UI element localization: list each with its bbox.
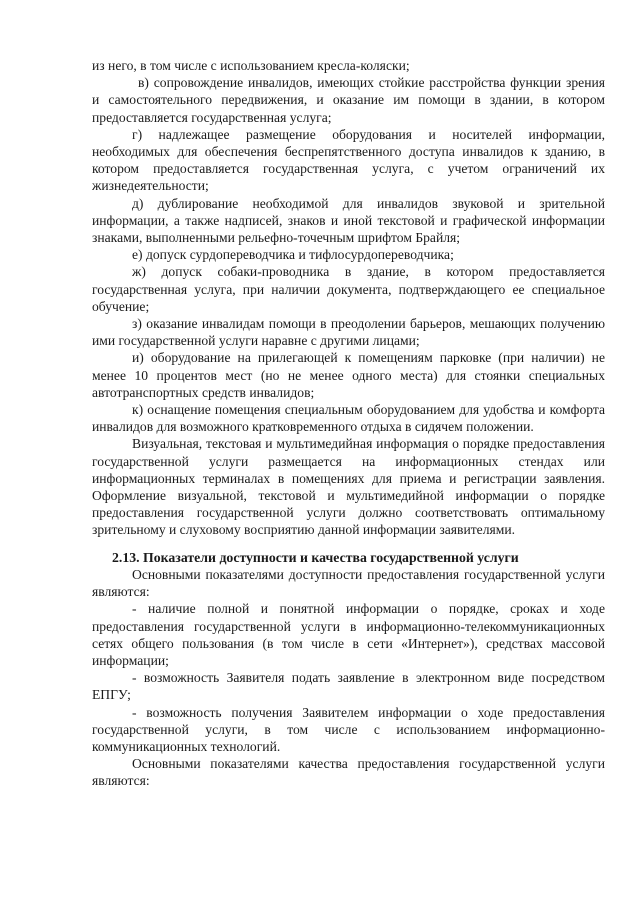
document-body bbox=[92, 57, 605, 790]
paragraph-availability-item-1: - наличие полной и понятной информации о порядке, сроках и ходе предоставления государственной услуги в информационно-телекоммуникационных сетях общего пользования (в том числе в сети «Интернет»), средствах массовой информации; bbox=[92, 601, 605, 668]
paragraph-item-g: г) надлежащее размещение оборудования и носителей информации, необходимых для обеспечения беспрепятственного доступа инвалидов к зданию, в котором предоставляется государственная услуга, с учетом ограничений их жизнедеятельности; bbox=[92, 126, 605, 194]
paragraph-quality-intro: Основными показателями качества предоставления государственной услуги являются: bbox=[92, 756, 605, 789]
section-heading: 2.13. Показатели доступности и качества государственной услуги bbox=[112, 549, 519, 565]
paragraph-availability-intro: Основными показателями доступности предоставления государственной услуги являются: bbox=[92, 566, 605, 600]
paragraph-item-i: и) оборудование на прилегающей к помещениям парковке (при наличии) не менее 10 процентов мест (но не менее одного места) для стоянки специальных автотранспортных средств инвалидов; bbox=[92, 350, 605, 400]
paragraph-availability-item-3: - возможность получения Заявителем информации о ходе предоставления государственной услуги, в том числе с использованием информационно-коммуникационных технологий. bbox=[92, 704, 605, 754]
paragraph-item-zh: ж) допуск собаки-проводника в здание, в котором предоставляется государственная услуга, при наличии документа, подтверждающего ее специальное обучение; bbox=[92, 264, 605, 314]
paragraph-item-d: д) дублирование необходимой для инвалидов звуковой и зрительной информации, а также надписей, знаков и иной текстовой и графической информации знаками, выполненными рельефно-точечным шрифтом Брайля; bbox=[92, 195, 605, 246]
paragraph-item-e: е) допуск сурдопереводчика и тифлосурдопереводчика; bbox=[132, 247, 454, 263]
paragraph-item-k: к) оснащение помещения специальным оборудованием для удобства и комфорта инвалидов для возможного кратковременного отдыха в сидячем положении. bbox=[92, 402, 605, 435]
paragraph-visual-info: Визуальная, текстовая и мультимедийная информация о порядке предоставления государственной услуги размещается на информационных стендах или информационных терминалах в помещениях для приема и регистрации заявления. Оформление визуальной, текстовой и мультимедийной информации о порядке предоставления государственной услуги должно соответствовать оптимальному зрительному и слуховому восприятию данной информации заявителями. bbox=[92, 436, 605, 538]
paragraph-item-z: з) оказание инвалидам помощи в преодолении барьеров, мешающих получению ими государственной услуги наравне с другими лицами; bbox=[92, 316, 605, 349]
paragraph-availability-item-2: - возможность Заявителя подать заявление в электронном виде посредством ЕПГУ; bbox=[92, 670, 605, 703]
paragraph-item-v: в) сопровождение инвалидов, имеющих стойкие расстройства функции зрения и самостоятельного передвижения, и оказание им помощи в здании, в котором предоставляется государственная услуга; bbox=[92, 75, 605, 125]
paragraph-continuation: из него, в том числе с использованием кресла-коляски; bbox=[92, 58, 410, 73]
